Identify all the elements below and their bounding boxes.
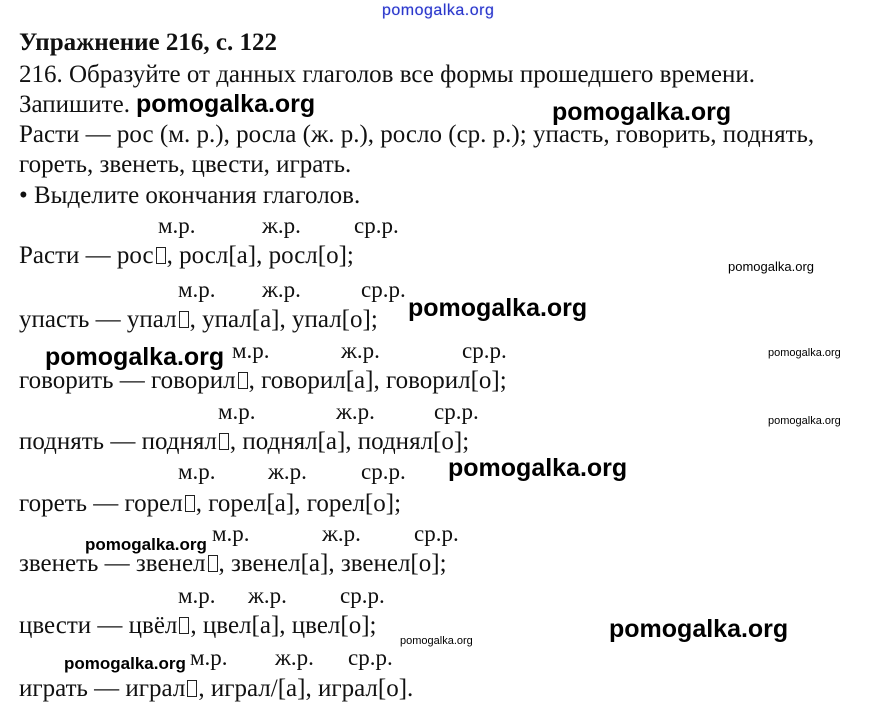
answer-stem: играть — играл (19, 675, 186, 702)
label-neuter: ср.р. (348, 645, 393, 670)
label-feminine: ж.р. (322, 521, 361, 546)
watermark: pomogalka.org (408, 294, 588, 322)
label-neuter: ср.р. (414, 521, 459, 546)
watermark: pomogalka.org (136, 90, 316, 118)
answer-forms: , звенел[а], звенел[о]; (218, 550, 447, 577)
answer-forms: , говорил[а], говорил[о]; (248, 367, 507, 394)
task-line-4: гореть, звенеть, цвести, играть. (19, 151, 352, 178)
exercise-title: Упражнение 216, с. 122 (19, 29, 277, 56)
answer-line (19, 611, 376, 641)
answer-stem: упасть — упал (19, 306, 177, 333)
label-neuter: ср.р. (361, 277, 406, 302)
label-masculine: м.р. (218, 399, 256, 424)
watermark: pomogalka.org (448, 454, 628, 482)
watermark: pomogalka.org (728, 259, 814, 274)
watermark: pomogalka.org (85, 535, 207, 554)
label-masculine: м.р. (232, 338, 270, 363)
answer-forms: , упал[а], упал[о]; (189, 306, 378, 333)
answer-line (19, 427, 469, 457)
watermark: pomogalka.org (552, 98, 732, 126)
label-neuter: ср.р. (462, 338, 507, 363)
answer-forms: , росл[а], росл[о]; (166, 242, 354, 269)
label-neuter: ср.р. (354, 213, 399, 238)
label-feminine: ж.р. (248, 583, 287, 608)
label-feminine: ж.р. (268, 459, 307, 484)
answer-forms: , играл/[а], играл[о]. (198, 675, 414, 702)
task-line-5: • Выделите окончания глаголов. (19, 182, 361, 209)
answer-stem: говорить — говорил (19, 367, 236, 394)
task-line-3: Расти — рос (м. р.), росла (ж. р.), росло (ср. р.); упасть, говорить, поднять, (19, 121, 815, 148)
answer-stem: Расти — рос (19, 242, 154, 269)
answer-stem: звенеть — звенел (19, 550, 206, 577)
watermark: pomogalka.org (609, 615, 789, 643)
watermark: pomogalka.org (64, 654, 186, 673)
answer-line (19, 674, 413, 704)
empty-ending-box (187, 680, 197, 697)
answer-forms: , поднял[а], поднял[о]; (229, 428, 470, 455)
task-line-2: Запишите. (19, 91, 130, 118)
label-neuter: ср.р. (340, 583, 385, 608)
empty-ending-box (179, 311, 189, 328)
empty-ending-box (208, 555, 218, 572)
empty-ending-box (185, 495, 195, 512)
label-feminine: ж.р. (336, 399, 375, 424)
label-feminine: ж.р. (341, 338, 380, 363)
label-feminine: ж.р. (262, 213, 301, 238)
task-line-1: 216. Образуйте от данных глаголов все формы прошедшего времени. (19, 61, 755, 88)
watermark: pomogalka.org (45, 343, 225, 371)
empty-ending-box (156, 247, 166, 264)
label-feminine: ж.р. (275, 645, 314, 670)
label-masculine: м.р. (178, 277, 216, 302)
label-feminine: ж.р. (262, 277, 301, 302)
answer-stem: цвести — цвёл (19, 612, 178, 639)
answer-stem: гореть — горел (19, 490, 183, 517)
empty-ending-box (179, 617, 189, 634)
label-masculine: м.р. (190, 645, 228, 670)
answer-forms: , горел[а], горел[о]; (195, 490, 402, 517)
label-neuter: ср.р. (434, 399, 479, 424)
empty-ending-box (219, 433, 229, 450)
label-neuter: ср.р. (361, 459, 406, 484)
empty-ending-box (238, 372, 248, 389)
label-masculine: м.р. (212, 521, 250, 546)
watermark: pomogalka.org (768, 347, 841, 359)
answer-line (19, 489, 401, 519)
label-masculine: м.р. (178, 459, 216, 484)
watermark-top: pomogalka.org (382, 2, 495, 19)
answer-stem: поднять — поднял (19, 428, 217, 455)
watermark: pomogalka.org (768, 415, 841, 427)
answer-forms: , цвел[а], цвел[о]; (190, 612, 377, 639)
label-masculine: м.р. (158, 213, 196, 238)
answer-line (19, 549, 447, 579)
label-masculine: м.р. (178, 583, 216, 608)
watermark: pomogalka.org (400, 635, 473, 647)
answer-line (19, 305, 378, 335)
answer-line (19, 241, 354, 271)
